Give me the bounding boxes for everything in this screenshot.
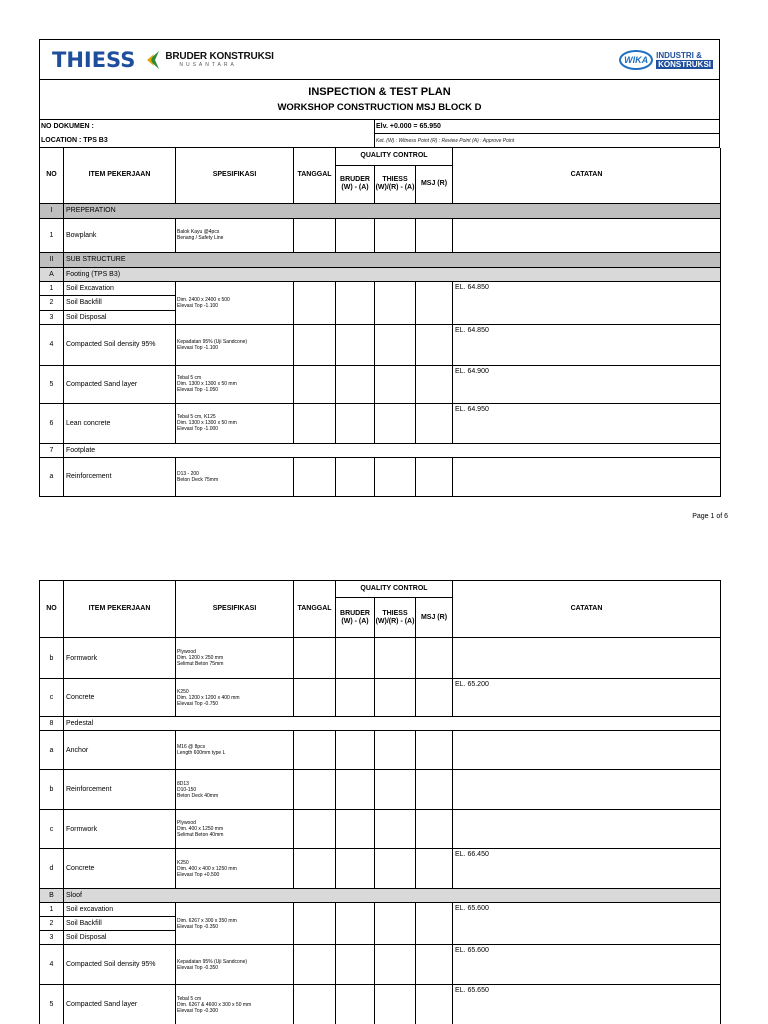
wika-logo: WIKA INDUSTRI & KONSTRUKSI [619, 50, 713, 70]
table-row: c Formwork Plywood Dim. 400 x 1250 mm Selimut Beton 40mm [40, 810, 721, 849]
col-notes: CATATAN [453, 581, 721, 638]
document-title: INSPECTION & TEST PLAN [308, 86, 451, 98]
document-info [40, 120, 719, 147]
col-no: NO [40, 148, 64, 203]
table-row: 2 Soil Backfill [40, 295, 721, 310]
itp-page-1 [39, 39, 720, 497]
table-row: 6 Lean concrete Tebal 5 cm, K125 Dim. 1300 x 1300 x 50 mm Elevasi Top -1.000 EL. 64.950 [40, 403, 721, 443]
col-msj: MSJ (R) [416, 165, 453, 203]
col-date: TANGGAL [294, 581, 336, 638]
wika-logo-icon: WIKA [619, 50, 653, 70]
table-row: a Reinforcement D13 - 200 Beton Deck 75mm [40, 457, 721, 496]
bruder-logo-icon [145, 50, 161, 70]
col-quality-control: QUALITY CONTROL [336, 581, 453, 598]
table-row: 4 Compacted Soil density 95% Kepadatan 95% (Uji Sandcone) Elevasi Top -1.100 EL. 64.850 [40, 324, 721, 365]
table-row: 8 Pedestal [40, 717, 721, 731]
col-notes: CATATAN [453, 148, 721, 203]
table-row: 4 Compacted Soil density 95% Kepadatan 95% (Uji Sandcone) Elevasi Top -0.350 EL. 65.600 [40, 945, 721, 985]
col-thiess: THIESS (W)/(R) - (A) [375, 598, 416, 638]
col-item: ITEM PEKERJAAN [64, 148, 176, 203]
document-header [39, 39, 720, 148]
contractor-logos [52, 48, 274, 72]
table-row: b Reinforcement 8D13 D10-150 Beton Deck 40mm [40, 770, 721, 810]
table-row: b Formwork Plywood Dim. 1200 x 250 mm Selimut Beton 75mm [40, 638, 721, 679]
table-row: a Anchor M16 @ 8pcs Length 600mm type L [40, 731, 721, 770]
table-row: 1 Soil Excavation Dim. 2400 x 2400 x 500 Elevasi Top -1.100 EL. 64.850 [40, 281, 721, 295]
elevation-reference: Elv. +0.000 = 65.950 [375, 120, 719, 134]
col-spec: SPESIFIKASI [176, 581, 294, 638]
itp-table-1 [39, 148, 721, 497]
thiess-logo: THIESS [52, 47, 136, 72]
table-row: 5 Compacted Sand layer Tebal 5 cm Dim. 1300 x 1300 x 50 mm Elevasi Top -1.050 EL. 64.900 [40, 365, 721, 403]
table-row: 3 Soil Disposal [40, 931, 721, 945]
table-row: 5 Compacted Sand layer Tebal 5 cm Dim. 6267 & 4600 x 300 x 50 mm Elevasi Top -0.300 EL. 65.650 [40, 985, 721, 1024]
col-bruder: BRUDER (W) - (A) [336, 165, 375, 203]
col-date: TANGGAL [294, 148, 336, 203]
legend-note: Ket. (W) : Witness Point (R) : Review Point (A) : Approve Point [376, 137, 515, 144]
col-thiess: THIESS (W)/(R) - (A) [375, 165, 416, 203]
section-row: I PREPERATION [40, 203, 721, 218]
col-quality-control: QUALITY CONTROL [336, 148, 453, 165]
page-number: Page 1 of 6 [692, 513, 728, 520]
table-row: 2 Soil Backfill [40, 917, 721, 931]
table-row: d Concrete K250 Dim. 400 x 400 x 1250 mm Elevasi Top +0.500 EL. 66.450 [40, 849, 721, 889]
document-subtitle: WORKSHOP CONSTRUCTION MSJ BLOCK D [277, 102, 482, 113]
table-row: 7 Footplate [40, 443, 721, 457]
document-title-block [40, 80, 719, 120]
document-number: NO DOKUMEN : [41, 123, 94, 131]
itp-table-2 [39, 580, 721, 1024]
subsection-row: A Footing (TPS B3) [40, 267, 721, 281]
logo-bar [40, 40, 719, 80]
col-bruder: BRUDER (W) - (A) [336, 598, 375, 638]
section-row: II SUB STRUCTURE [40, 252, 721, 267]
itp-page-2 [39, 580, 720, 1024]
table-row: 3 Soil Disposal [40, 310, 721, 324]
bruder-logo-text: BRUDER KONSTRUKSI NUSANTARA [165, 51, 274, 68]
col-no: NO [40, 581, 64, 638]
col-spec: SPESIFIKASI [176, 148, 294, 203]
table-row: 1 Bowplank Balok Kayu @4pcs Benang / Safety Line [40, 218, 721, 252]
table-row: c Concrete K250 Dim. 1200 x 1200 x 400 mm Elevasi Top -0.750 EL. 65.200 [40, 679, 721, 717]
subsection-row: B Sloof [40, 889, 721, 903]
col-item: ITEM PEKERJAAN [64, 581, 176, 638]
table-row: 1 Soil excavation Dim. 6267 x 300 x 350 mm Elevasi Top -0.350 EL. 65.600 [40, 903, 721, 917]
col-msj: MSJ (R) [416, 598, 453, 638]
location: LOCATION : TPS B3 [41, 136, 108, 144]
